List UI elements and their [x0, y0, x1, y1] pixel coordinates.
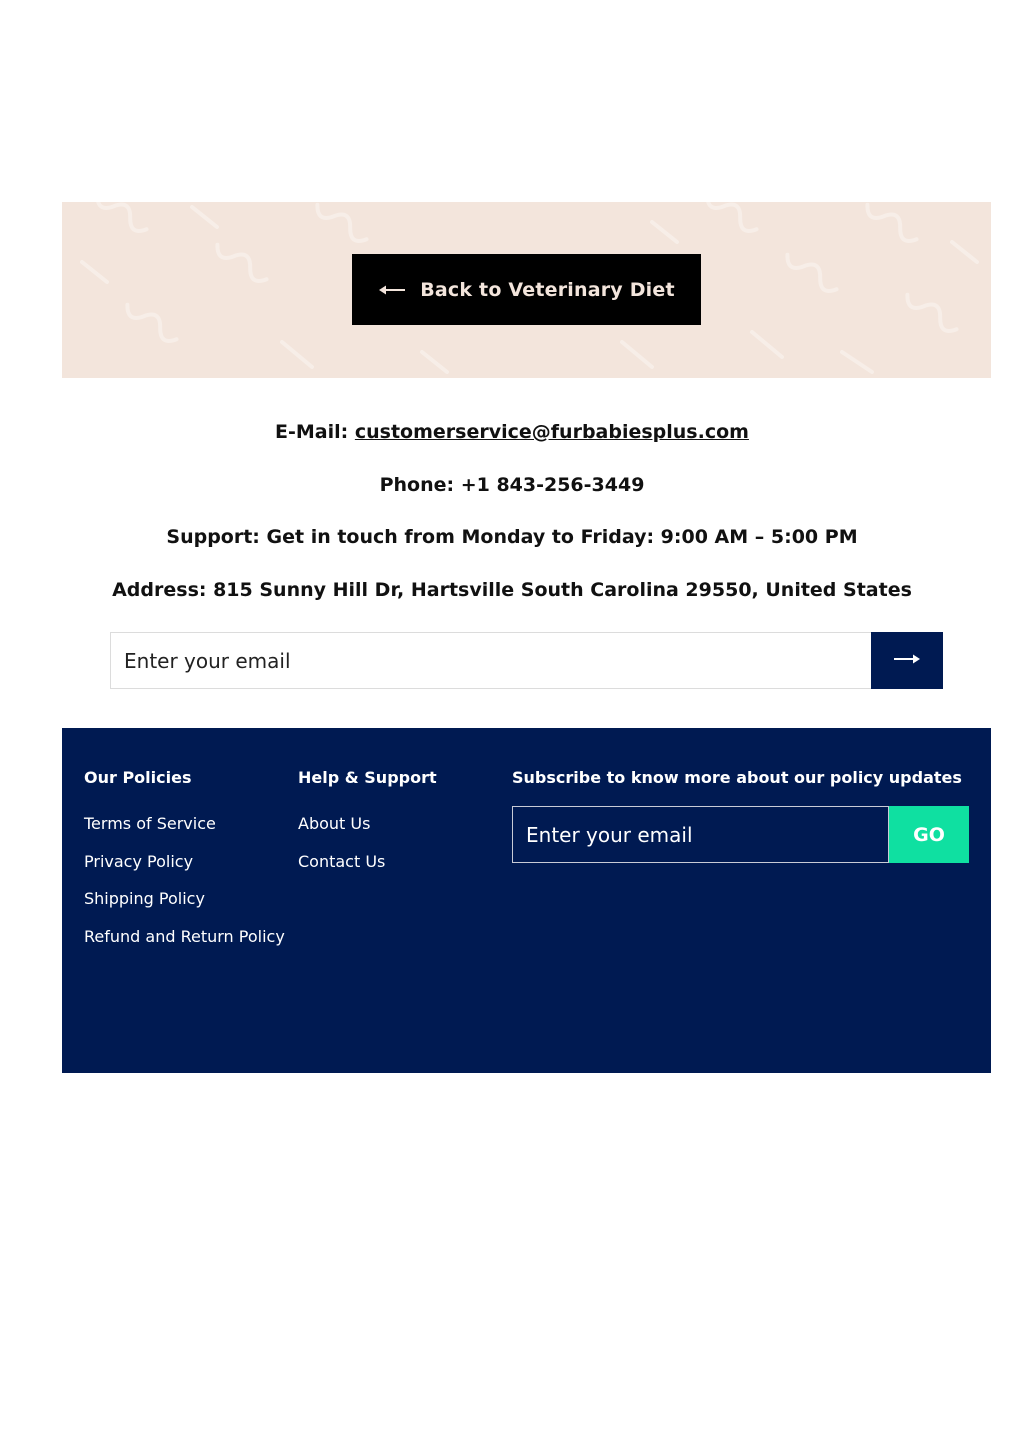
subscribe-heading: Subscribe to know more about our policy updates: [512, 768, 962, 787]
policies-list: [84, 814, 285, 964]
arrow-right-icon: [893, 653, 921, 668]
help-heading: Help & Support: [298, 768, 437, 787]
email-label: E-Mail:: [275, 421, 355, 443]
email-link[interactable]: customerservice@furbabiesplus.com: [354, 421, 749, 443]
newsletter-submit-button[interactable]: [871, 632, 943, 689]
subscribe-email-input[interactable]: [512, 806, 889, 863]
newsletter-email-input[interactable]: [110, 632, 871, 689]
subscribe-go-button[interactable]: GO: [889, 806, 969, 863]
list-item: [84, 852, 285, 890]
about-us-link[interactable]: About Us: [298, 814, 371, 833]
arrow-left-icon: [378, 284, 406, 296]
refund-policy-link[interactable]: Refund and Return Policy: [84, 926, 285, 946]
site-footer: [62, 728, 991, 1073]
newsletter-form: [110, 632, 943, 689]
list-item: [84, 814, 285, 852]
list-item: [298, 852, 385, 890]
back-button-label: Back to Veterinary Diet: [420, 278, 675, 301]
subscribe-form: [512, 806, 969, 863]
privacy-policy-link[interactable]: Privacy Policy: [84, 851, 194, 871]
contact-address: Address: 815 Sunny Hill Dr, Hartsville South Carolina 29550, United States: [112, 579, 912, 601]
policies-heading: Our Policies: [84, 768, 192, 787]
list-item: [298, 814, 385, 852]
contact-support-hours: Support: Get in touch from Monday to Friday: 9:00 AM – 5:00 PM: [166, 526, 858, 548]
shipping-policy-link[interactable]: Shipping Policy: [84, 889, 205, 908]
terms-of-service-link[interactable]: Terms of Service: [84, 814, 216, 833]
contact-phone: Phone: +1 843-256-3449: [379, 474, 645, 496]
back-banner: [62, 202, 991, 378]
help-list: [298, 814, 385, 889]
contact-email: [0, 421, 1024, 443]
contact-us-link[interactable]: Contact Us: [298, 851, 386, 871]
back-to-collection-button[interactable]: [352, 254, 701, 325]
list-item: [84, 927, 285, 965]
list-item: [84, 889, 285, 927]
